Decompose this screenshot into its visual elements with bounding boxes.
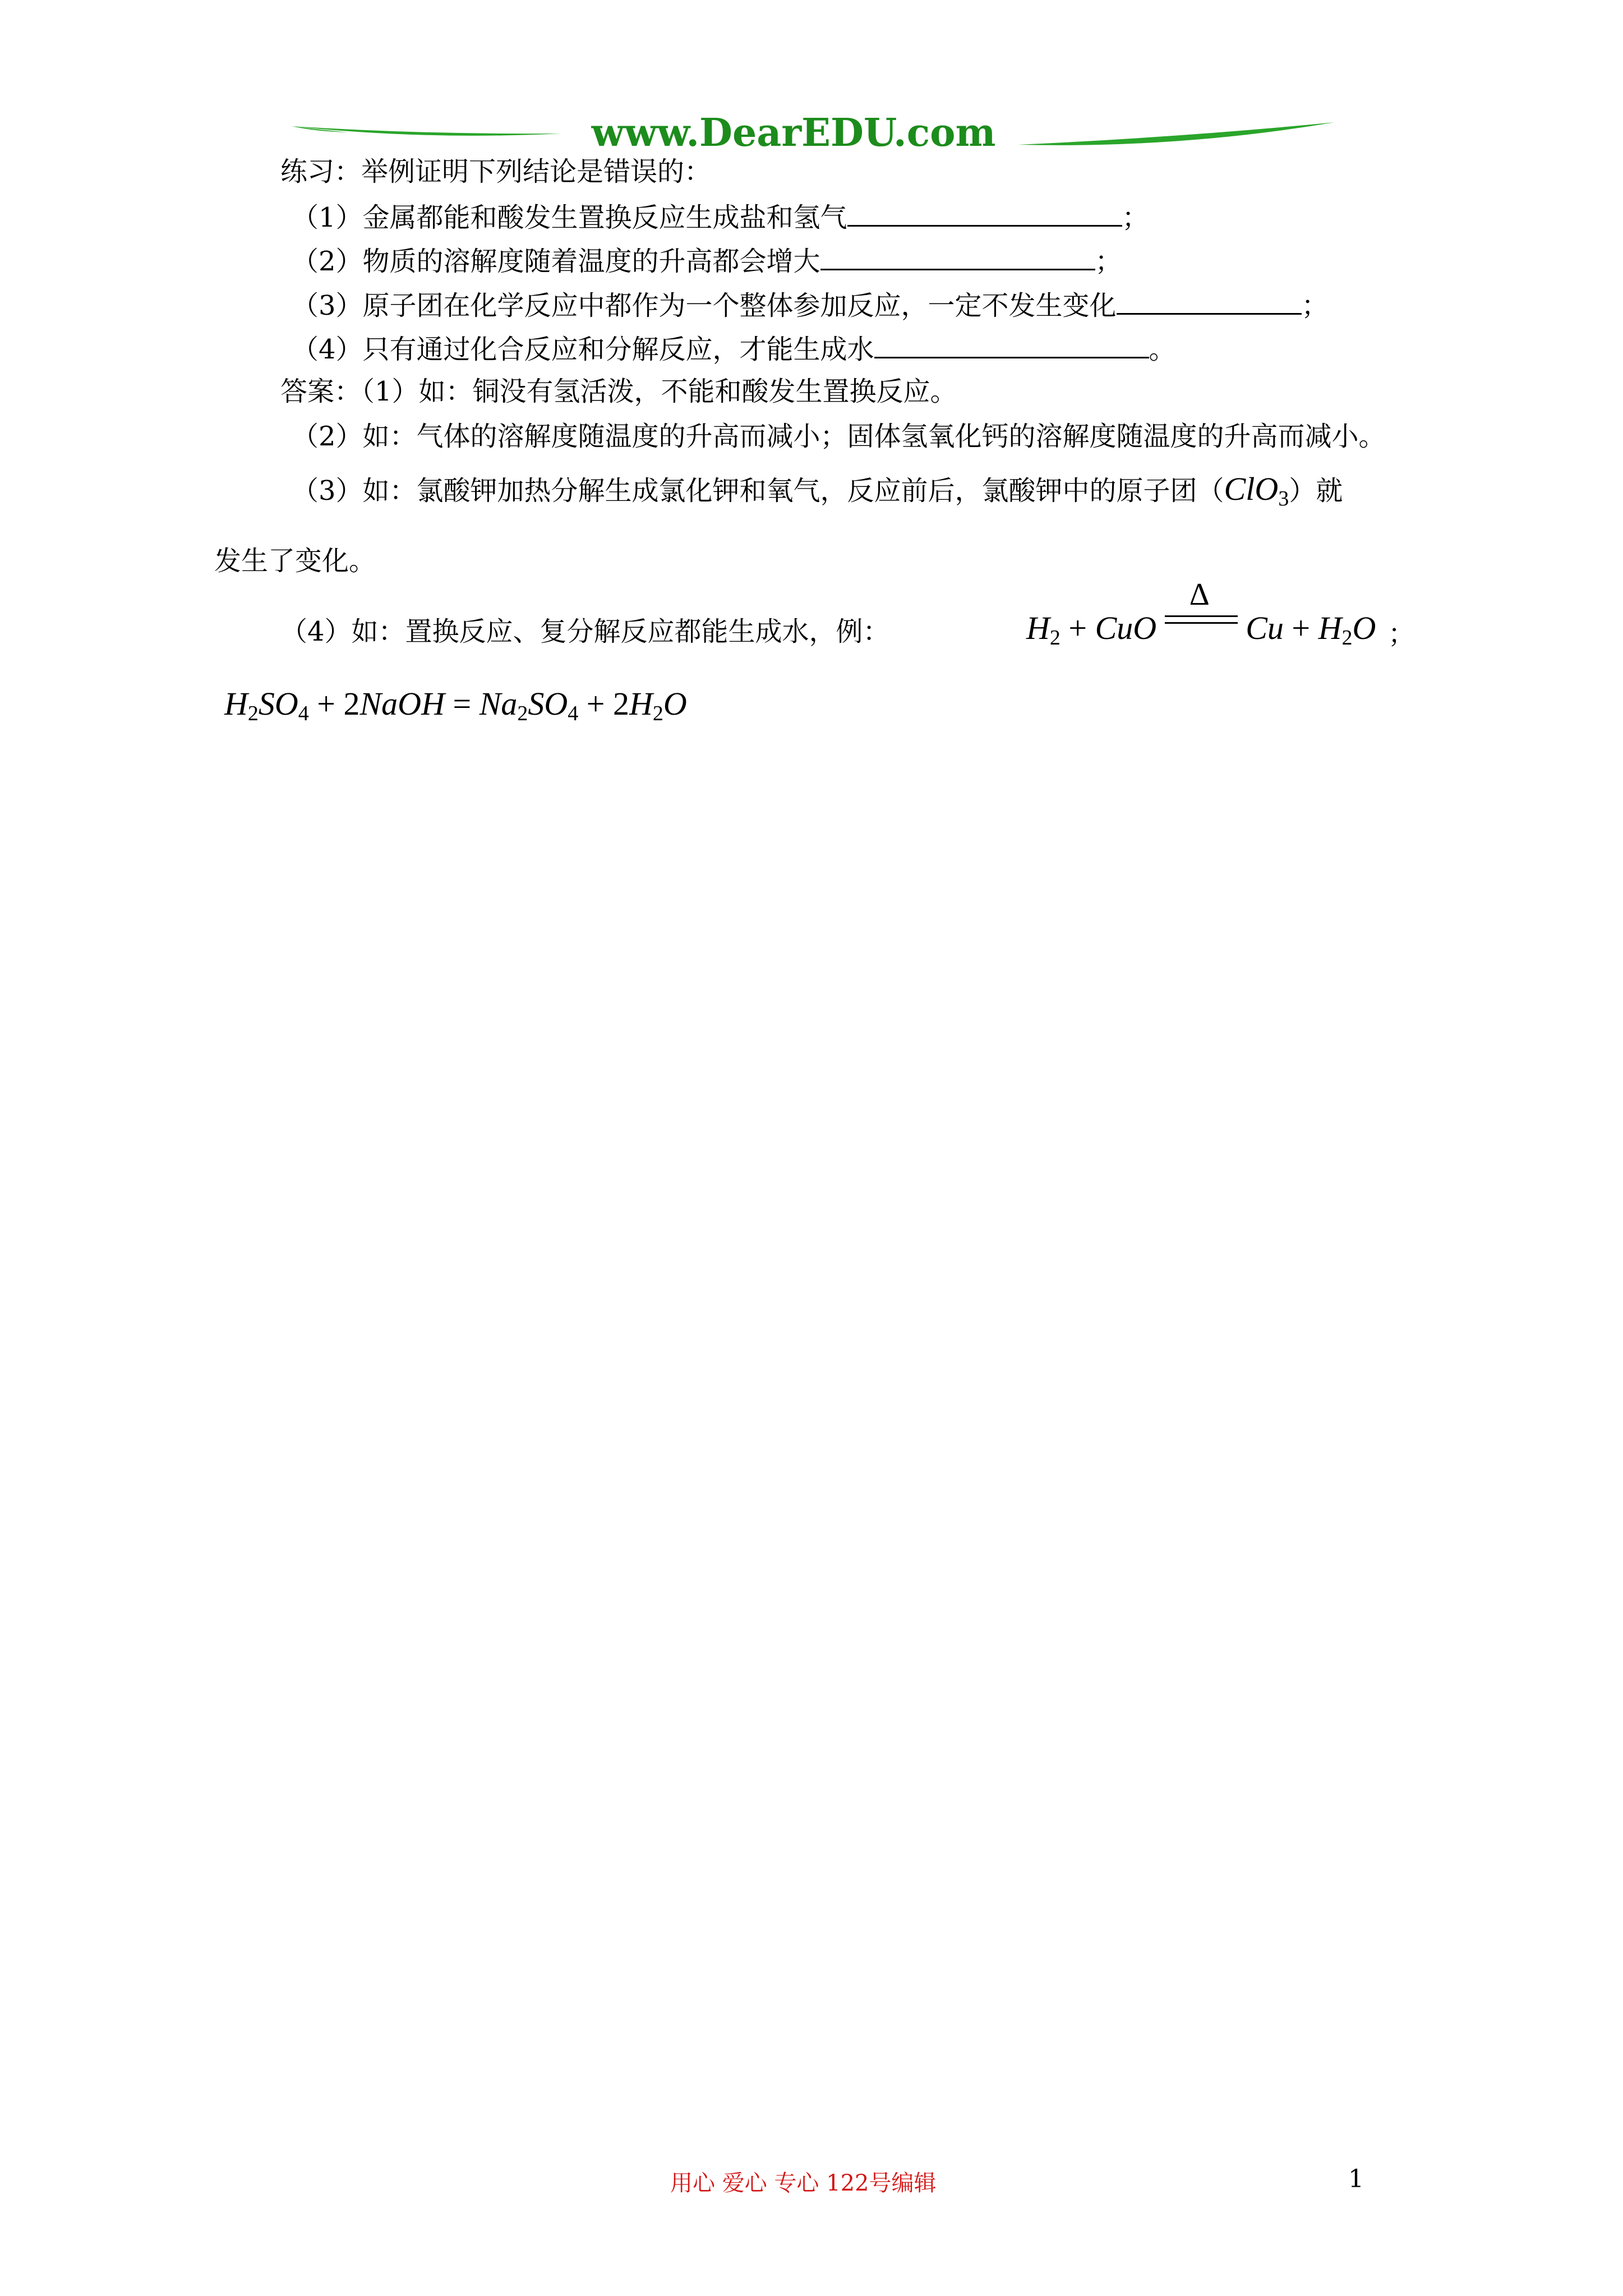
page-number: 1 [1348,2165,1364,2193]
exercise-item-2 [292,245,1122,278]
answer-line-3-cont: 发生了变化。 [214,545,376,577]
exercise-item-text: （4）只有通过化合反应和分解反应，才能生成水 [292,334,874,365]
exercise-item-text: （2）物质的溶解度随着温度的升高都会增大 [292,246,820,277]
equation-separator: ； [1388,618,1415,650]
answer-line-3-text: （3）如：氯酸钾加热分解生成氯化钾和氧气，反应前后，氯酸钾中的原子团（ [292,475,1224,507]
deareedu-logo [0,107,1623,168]
heat-symbol: Δ [1189,577,1210,612]
answer-line-4: （4）如：置换反应、复分解反应都能生成水，例： [280,616,890,647]
exercise-title: 练习：举例证明下列结论是错误的： [280,156,712,187]
double-line-top [1165,615,1238,617]
exercise-item-1 [292,201,1149,234]
exercise-item-text: （3）原子团在化学反应中都作为一个整体参加反应，一定不发生变化 [292,290,1117,321]
answer-blank [820,246,1095,270]
answer-line-2: （2）如：气体的溶解度随温度的升高而减小；固体氢氧化钙的溶解度随温度的升高而减小。 [292,421,1386,452]
answer-line-1: 答案：（1）如：铜没有氢活泼，不能和酸发生置换反应。 [280,376,957,407]
double-line-bottom [1165,622,1238,624]
exercise-item-text: （1）金属都能和酸发生置换反应生成盐和氢气 [292,202,847,233]
exercise-item-end: ； [1095,246,1122,277]
exercise-item-end: ； [1122,202,1149,233]
chlorate-formula [1224,471,1289,510]
exercise-item-end: 。 [1149,334,1176,365]
chlorate-formula-text: ClO [1224,471,1279,507]
answer-blank [874,334,1149,358]
equation-hydrogen-reduction: $H_2$ + CuO Δ $Cu + H_2O$ [1026,609,1376,657]
answer-line-3-end: ）就 [1289,475,1343,507]
footer-edit-note: 用心 爱心 专心 122号编辑 [670,2170,937,2196]
answer-blank [847,203,1122,227]
exercise-item-end: ； [1301,290,1329,321]
heating-condition [1165,577,1238,643]
right-swoosh [1018,122,1335,145]
exercise-item-3 [292,289,1329,323]
logo-text: www.DearEDU.com [591,111,996,155]
answer-line-3 [292,472,1343,516]
chlorate-subscript: 3 [1278,487,1289,510]
equation-neutralization: $H_2SO_4$ + 2NaOH = $Na_2SO_4 + 2H_2O$ [224,685,687,725]
answer-blank [1117,291,1302,315]
exercise-item-4 [292,333,1176,366]
